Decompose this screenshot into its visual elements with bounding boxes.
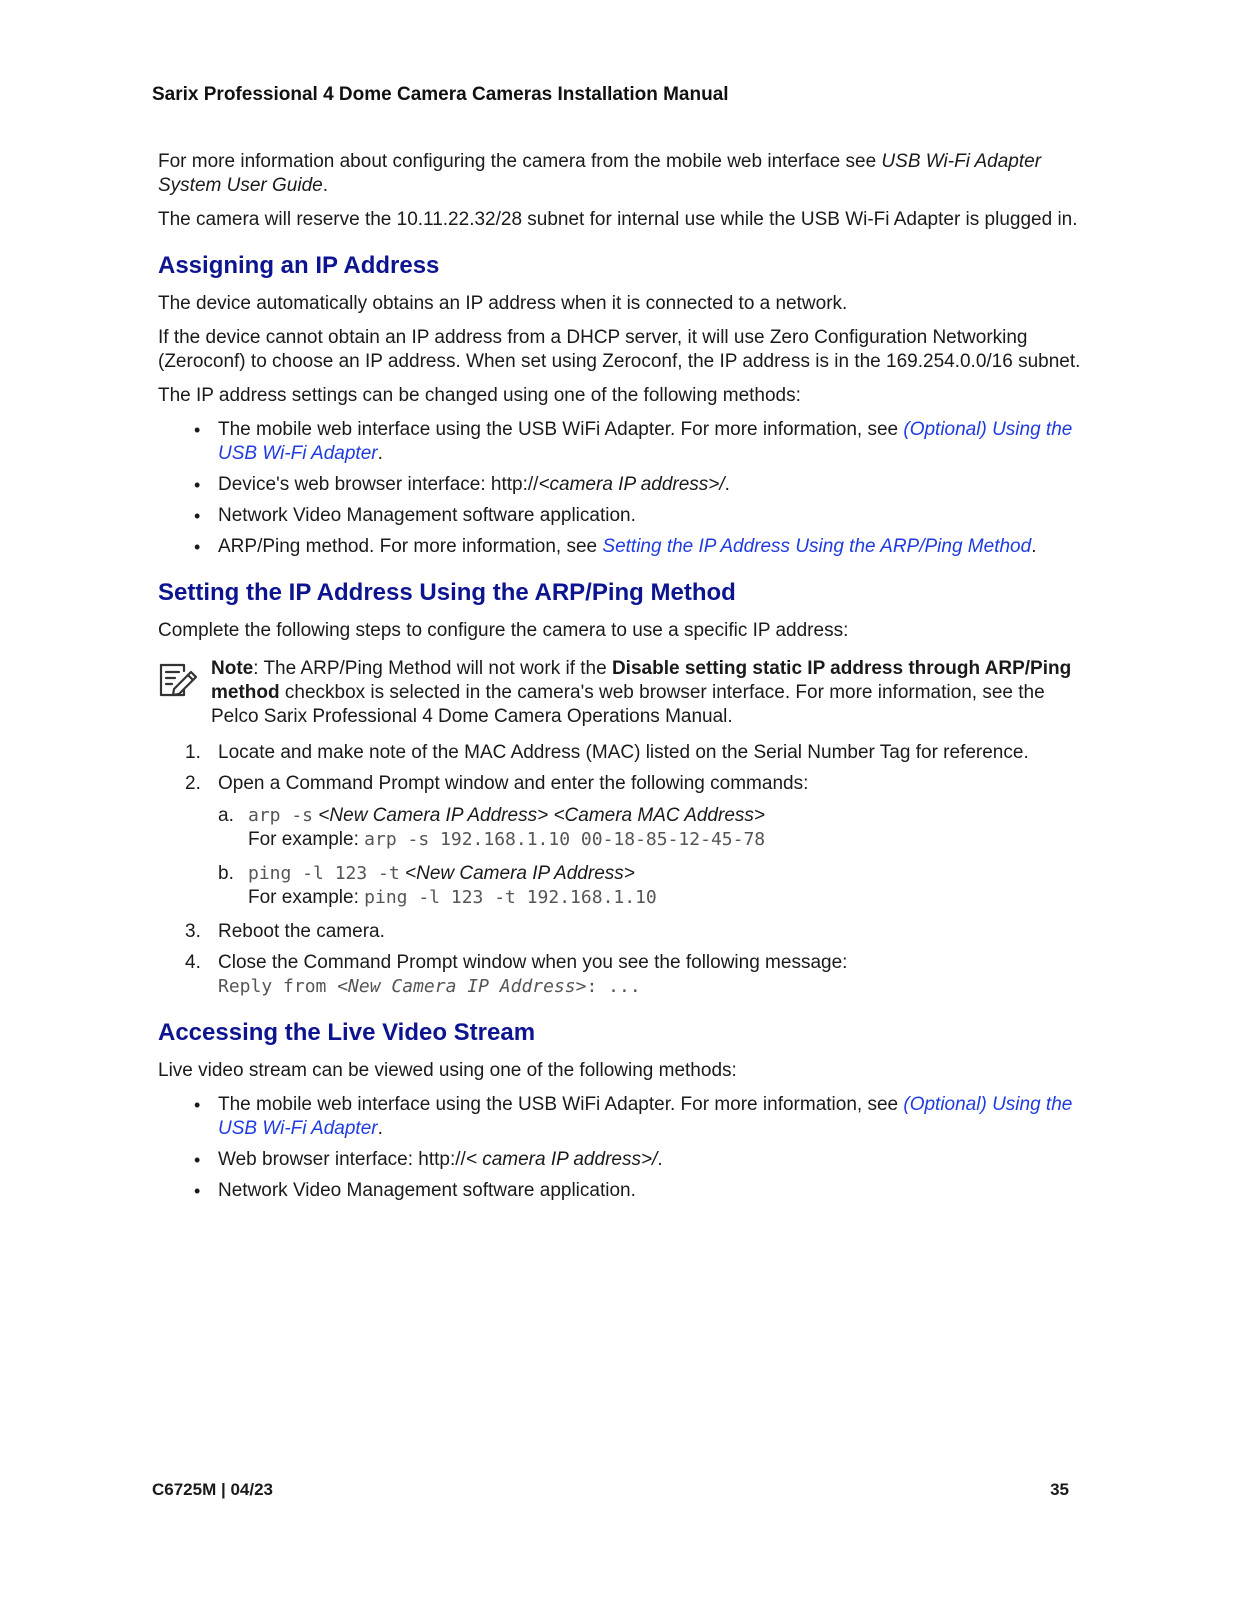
note-label: Note	[211, 658, 254, 679]
arp-command: arp -s	[248, 805, 314, 826]
intro-end: .	[322, 175, 329, 196]
substep-letter: b.	[218, 863, 234, 884]
example-label: For example:	[248, 887, 365, 908]
live-intro: Live video stream can be viewed using one of the following methods:	[158, 1060, 737, 1081]
bullet-text: The mobile web interface using the USB WiFi Adapter. For more information, see	[218, 1094, 904, 1115]
page-header-title: Sarix Professional 4 Dome Camera Cameras Installation Manual	[152, 84, 729, 105]
list-item	[158, 473, 1088, 497]
reply-ip-placeholder: <New Camera IP Address>	[337, 976, 587, 997]
heading-arp-ping: Setting the IP Address Using the ARP/Ping Method	[158, 579, 736, 606]
example-label: For example:	[248, 829, 365, 850]
assign-paragraph-2: If the device cannot obtain an IP address from a DHCP server, it will use Zero Configuration Networking (Zeroconf) to choose an IP address. When set using Zeroconf, the IP address is in the 169.254.0.0/16 subnet.	[158, 327, 1081, 372]
list-item: • Network Video Management software application.	[158, 504, 1088, 528]
live-methods-list	[158, 1093, 1088, 1203]
note-body	[211, 658, 1071, 727]
step-4	[158, 951, 1088, 999]
assign-paragraph-3: The IP address settings can be changed using one of the following methods:	[158, 385, 801, 406]
camera-ip-placeholder: <camera IP address>/	[538, 474, 725, 495]
step-text: Reboot the camera.	[218, 921, 385, 942]
step-2	[158, 772, 1088, 910]
arp-steps-list	[158, 741, 1088, 999]
substep-a	[218, 804, 1088, 852]
bullet-end: .	[657, 1149, 663, 1170]
page-content	[158, 150, 1088, 1213]
step-number: 4.	[185, 952, 201, 973]
step-3	[158, 920, 1088, 944]
note-text: checkbox is selected in the camera's web browser interface. For more information, see the Pelco Sarix Professional 4 Dome Camera Operations Manual.	[211, 682, 1045, 727]
step-text: Open a Command Prompt window and enter the following commands:	[218, 773, 809, 794]
link-arp-ping-method[interactable]: Setting the IP Address Using the ARP/Ping Method	[602, 536, 1032, 557]
assign-methods-list	[158, 418, 1088, 559]
reply-code-end: : ...	[586, 976, 641, 997]
reply-message	[218, 975, 1088, 999]
ping-example-command: ping -l 123 -t 192.168.1.10	[364, 887, 657, 908]
camera-ip-placeholder: < camera IP address>/	[465, 1149, 658, 1170]
step-text: Close the Command Prompt window when you see the following message:	[218, 952, 848, 973]
bullet-text: ARP/Ping method. For more information, see	[218, 536, 603, 557]
bullet-end: .	[377, 443, 383, 464]
note-box	[158, 657, 1088, 729]
substep-letter: a.	[218, 805, 234, 826]
substep-b	[218, 862, 1088, 910]
step-number: 2.	[185, 773, 201, 794]
assign-paragraph-1: The device automatically obtains an IP address when it is connected to a network.	[158, 293, 848, 314]
step-number: 1.	[185, 742, 201, 763]
note-text: : The ARP/Ping Method will not work if the	[253, 658, 612, 679]
user-guide-reference: USB Wi-Fi Adapter System User Guide	[158, 151, 1042, 196]
footer-page-number: 35	[1050, 1480, 1069, 1499]
bullet-end: .	[377, 1118, 383, 1139]
step-1	[158, 741, 1088, 765]
intro-text: For more information about configuring the camera from the mobile web interface see	[158, 151, 882, 172]
bullet-text: Web browser interface: http://	[218, 1149, 466, 1170]
note-pencil-icon	[158, 659, 200, 699]
list-item	[158, 535, 1088, 559]
intro-paragraph-1	[158, 150, 1088, 198]
arp-intro: Complete the following steps to configure the camera to use a specific IP address:	[158, 620, 849, 641]
list-item	[158, 1148, 1088, 1172]
bullet-text: Device's web browser interface: http://	[218, 474, 539, 495]
arp-example-command: arp -s 192.168.1.10 00-18-85-12-45-78	[364, 829, 766, 850]
list-item	[158, 1093, 1088, 1141]
heading-assigning-ip: Assigning an IP Address	[158, 252, 440, 279]
intro-paragraph-2: The camera will reserve the 10.11.22.32/28 subnet for internal use while the USB Wi-Fi Adapter is plugged in.	[158, 209, 1078, 230]
command-sublist	[218, 804, 1088, 910]
reply-code: Reply from	[218, 976, 338, 997]
bullet-end: .	[1031, 536, 1037, 557]
ping-command: ping -l 123 -t	[248, 863, 400, 884]
step-text: Locate and make note of the MAC Address (MAC) listed on the Serial Number Tag for reference.	[218, 742, 1029, 763]
list-item	[158, 418, 1088, 466]
note-checkbox-name: Disable setting static IP address through ARP/Ping method	[211, 658, 1072, 703]
arp-arguments: <New Camera IP Address> <Camera MAC Address>	[313, 805, 765, 826]
link-optional-usb-wifi[interactable]: (Optional) Using the USB Wi-Fi Adapter	[218, 1094, 1073, 1139]
link-optional-usb-wifi[interactable]: (Optional) Using the USB Wi-Fi Adapter	[218, 419, 1073, 464]
heading-live-video: Accessing the Live Video Stream	[158, 1019, 536, 1046]
footer-doc-id: C6725M | 04/23	[152, 1480, 274, 1499]
step-number: 3.	[185, 921, 201, 942]
list-item: • Network Video Management software application.	[158, 1179, 1088, 1203]
ping-arguments: <New Camera IP Address>	[399, 863, 635, 884]
bullet-end: .	[724, 474, 730, 495]
bullet-text: The mobile web interface using the USB WiFi Adapter. For more information, see	[218, 419, 904, 440]
